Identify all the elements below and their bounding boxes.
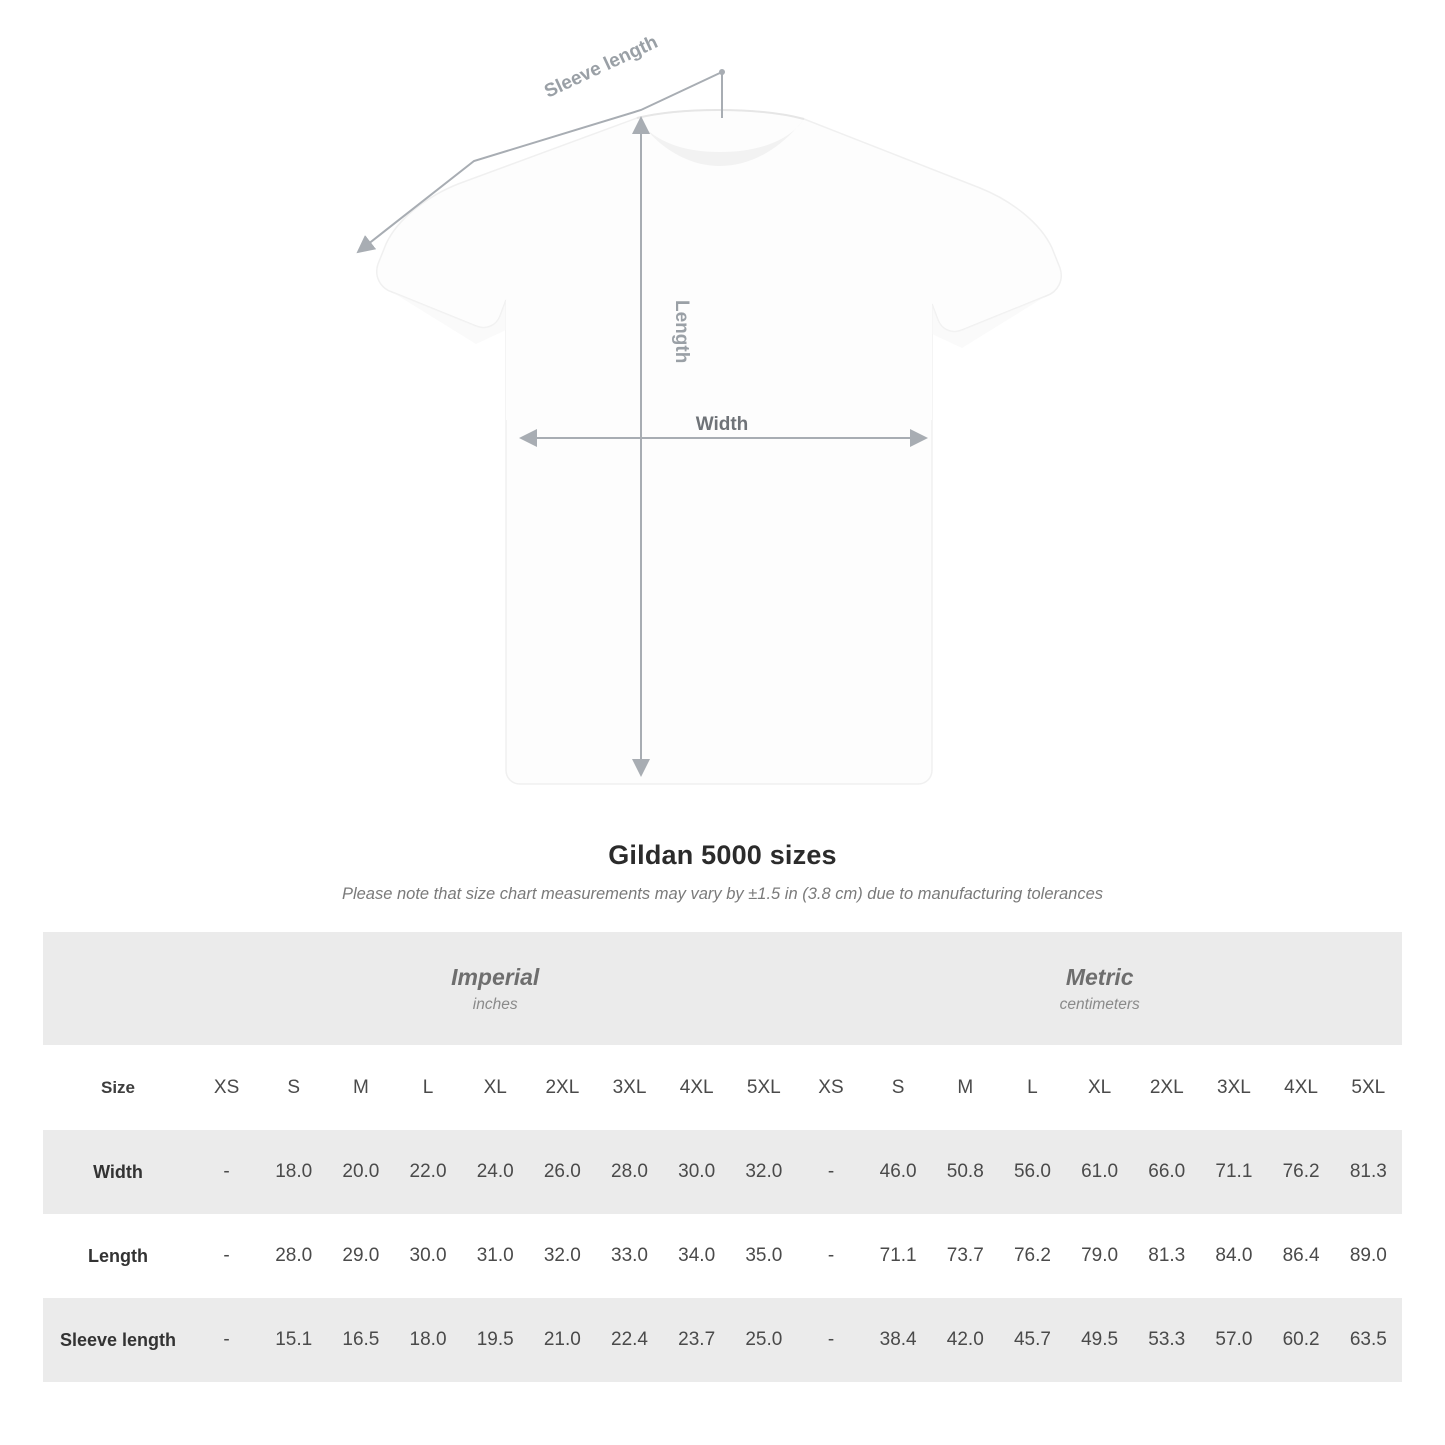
unit-group-metric-name: Metric bbox=[1065, 964, 1134, 991]
width-metric-2xl: 66.0 bbox=[1133, 1130, 1200, 1214]
width-imperial-3xl: 28.0 bbox=[596, 1130, 663, 1214]
length-metric-l: 76.2 bbox=[999, 1214, 1066, 1298]
sleeve-imperial-m: 16.5 bbox=[327, 1298, 394, 1382]
length-imperial-2xl: 32.0 bbox=[529, 1214, 596, 1298]
width-metric-s: 46.0 bbox=[865, 1130, 932, 1214]
width-metric-4xl: 76.2 bbox=[1268, 1130, 1335, 1214]
sleeve-metric-xs: - bbox=[797, 1298, 864, 1382]
size-header-row bbox=[43, 1045, 1402, 1130]
sleeve-imperial-l: 18.0 bbox=[394, 1298, 461, 1382]
width-imperial-4xl: 30.0 bbox=[663, 1130, 730, 1214]
width-label: Width bbox=[695, 414, 749, 435]
width-imperial-m: 20.0 bbox=[327, 1130, 394, 1214]
unit-header-row bbox=[43, 932, 1402, 1045]
row-label-sleeve-length: Sleeve length bbox=[43, 1298, 193, 1382]
sleeve-imperial-5xl: 25.0 bbox=[730, 1298, 797, 1382]
size-header-imperial-4xl: 4XL bbox=[663, 1045, 730, 1130]
length-imperial-xl: 31.0 bbox=[462, 1214, 529, 1298]
length-metric-m: 73.7 bbox=[932, 1214, 999, 1298]
tolerance-note: Please note that size chart measurements may vary by ±1.5 in (3.8 cm) due to manufacturing tolerances bbox=[341, 885, 1104, 903]
unit-group-imperial bbox=[193, 932, 797, 1045]
unit-header-spacer bbox=[43, 932, 193, 1045]
length-metric-4xl: 86.4 bbox=[1268, 1214, 1335, 1298]
width-imperial-5xl: 32.0 bbox=[730, 1130, 797, 1214]
length-imperial-s: 28.0 bbox=[260, 1214, 327, 1298]
length-imperial-3xl: 33.0 bbox=[596, 1214, 663, 1298]
size-table bbox=[43, 932, 1402, 1382]
unit-group-imperial-name: Imperial bbox=[451, 964, 540, 991]
width-metric-l: 56.0 bbox=[999, 1130, 1066, 1214]
size-header-metric-2xl: 2XL bbox=[1133, 1045, 1200, 1130]
size-header-imperial-5xl: 5XL bbox=[730, 1045, 797, 1130]
size-header-label: Size bbox=[43, 1045, 193, 1130]
sleeve-metric-s: 38.4 bbox=[865, 1298, 932, 1382]
length-metric-xl: 79.0 bbox=[1066, 1214, 1133, 1298]
row-label-length: Length bbox=[43, 1214, 193, 1298]
unit-group-metric bbox=[797, 932, 1402, 1045]
sleeve-imperial-2xl: 21.0 bbox=[529, 1298, 596, 1382]
length-imperial-4xl: 34.0 bbox=[663, 1214, 730, 1298]
length-metric-2xl: 81.3 bbox=[1133, 1214, 1200, 1298]
title-block bbox=[0, 840, 1445, 904]
sleeve-metric-2xl: 53.3 bbox=[1133, 1298, 1200, 1382]
sleeve-imperial-3xl: 22.4 bbox=[596, 1298, 663, 1382]
length-metric-xs: - bbox=[797, 1214, 864, 1298]
sleeve-metric-4xl: 60.2 bbox=[1268, 1298, 1335, 1382]
width-imperial-xl: 24.0 bbox=[462, 1130, 529, 1214]
size-header-metric-3xl: 3XL bbox=[1200, 1045, 1267, 1130]
table-row bbox=[43, 1298, 1402, 1382]
size-header-metric-s: S bbox=[865, 1045, 932, 1130]
width-imperial-l: 22.0 bbox=[394, 1130, 461, 1214]
length-label: Length bbox=[671, 300, 692, 364]
width-imperial-xs: - bbox=[193, 1130, 260, 1214]
size-header-metric-5xl: 5XL bbox=[1335, 1045, 1402, 1130]
size-header-metric-l: L bbox=[999, 1045, 1066, 1130]
size-header-metric-4xl: 4XL bbox=[1268, 1045, 1335, 1130]
table-row bbox=[43, 1130, 1402, 1214]
sleeve-imperial-xl: 19.5 bbox=[462, 1298, 529, 1382]
size-header-metric-xl: XL bbox=[1066, 1045, 1133, 1130]
sleeve-imperial-xs: - bbox=[193, 1298, 260, 1382]
length-metric-5xl: 89.0 bbox=[1335, 1214, 1402, 1298]
sleeve-metric-l: 45.7 bbox=[999, 1298, 1066, 1382]
sleeve-length-label: Sleeve length bbox=[541, 31, 662, 103]
sleeve-imperial-4xl: 23.7 bbox=[663, 1298, 730, 1382]
sleeve-metric-xl: 49.5 bbox=[1066, 1298, 1133, 1382]
table-row bbox=[43, 1214, 1402, 1298]
sleeve-metric-5xl: 63.5 bbox=[1335, 1298, 1402, 1382]
sleeve-metric-m: 42.0 bbox=[932, 1298, 999, 1382]
width-metric-3xl: 71.1 bbox=[1200, 1130, 1267, 1214]
size-header-imperial-xl: XL bbox=[462, 1045, 529, 1130]
sleeve-imperial-s: 15.1 bbox=[260, 1298, 327, 1382]
size-table-wrapper bbox=[43, 932, 1402, 1382]
length-metric-3xl: 84.0 bbox=[1200, 1214, 1267, 1298]
length-imperial-l: 30.0 bbox=[394, 1214, 461, 1298]
tshirt-shape bbox=[377, 110, 1061, 784]
size-header-imperial-3xl: 3XL bbox=[596, 1045, 663, 1130]
sleeve-metric-3xl: 57.0 bbox=[1200, 1298, 1267, 1382]
length-imperial-m: 29.0 bbox=[327, 1214, 394, 1298]
length-imperial-xs: - bbox=[193, 1214, 260, 1298]
size-header-metric-xs: XS bbox=[797, 1045, 864, 1130]
unit-group-metric-sub: centimeters bbox=[1059, 995, 1140, 1013]
unit-group-imperial-sub: inches bbox=[472, 995, 518, 1013]
page-title: Gildan 5000 sizes bbox=[608, 840, 837, 870]
size-header-imperial-2xl: 2XL bbox=[529, 1045, 596, 1130]
width-metric-5xl: 81.3 bbox=[1335, 1130, 1402, 1214]
size-header-imperial-l: L bbox=[394, 1045, 461, 1130]
size-header-imperial-xs: XS bbox=[193, 1045, 260, 1130]
width-metric-xl: 61.0 bbox=[1066, 1130, 1133, 1214]
size-header-imperial-s: S bbox=[260, 1045, 327, 1130]
width-imperial-s: 18.0 bbox=[260, 1130, 327, 1214]
length-metric-s: 71.1 bbox=[865, 1214, 932, 1298]
row-label-width: Width bbox=[43, 1130, 193, 1214]
width-metric-xs: - bbox=[797, 1130, 864, 1214]
size-header-metric-m: M bbox=[932, 1045, 999, 1130]
width-metric-m: 50.8 bbox=[932, 1130, 999, 1214]
width-imperial-2xl: 26.0 bbox=[529, 1130, 596, 1214]
size-header-imperial-m: M bbox=[327, 1045, 394, 1130]
length-imperial-5xl: 35.0 bbox=[730, 1214, 797, 1298]
